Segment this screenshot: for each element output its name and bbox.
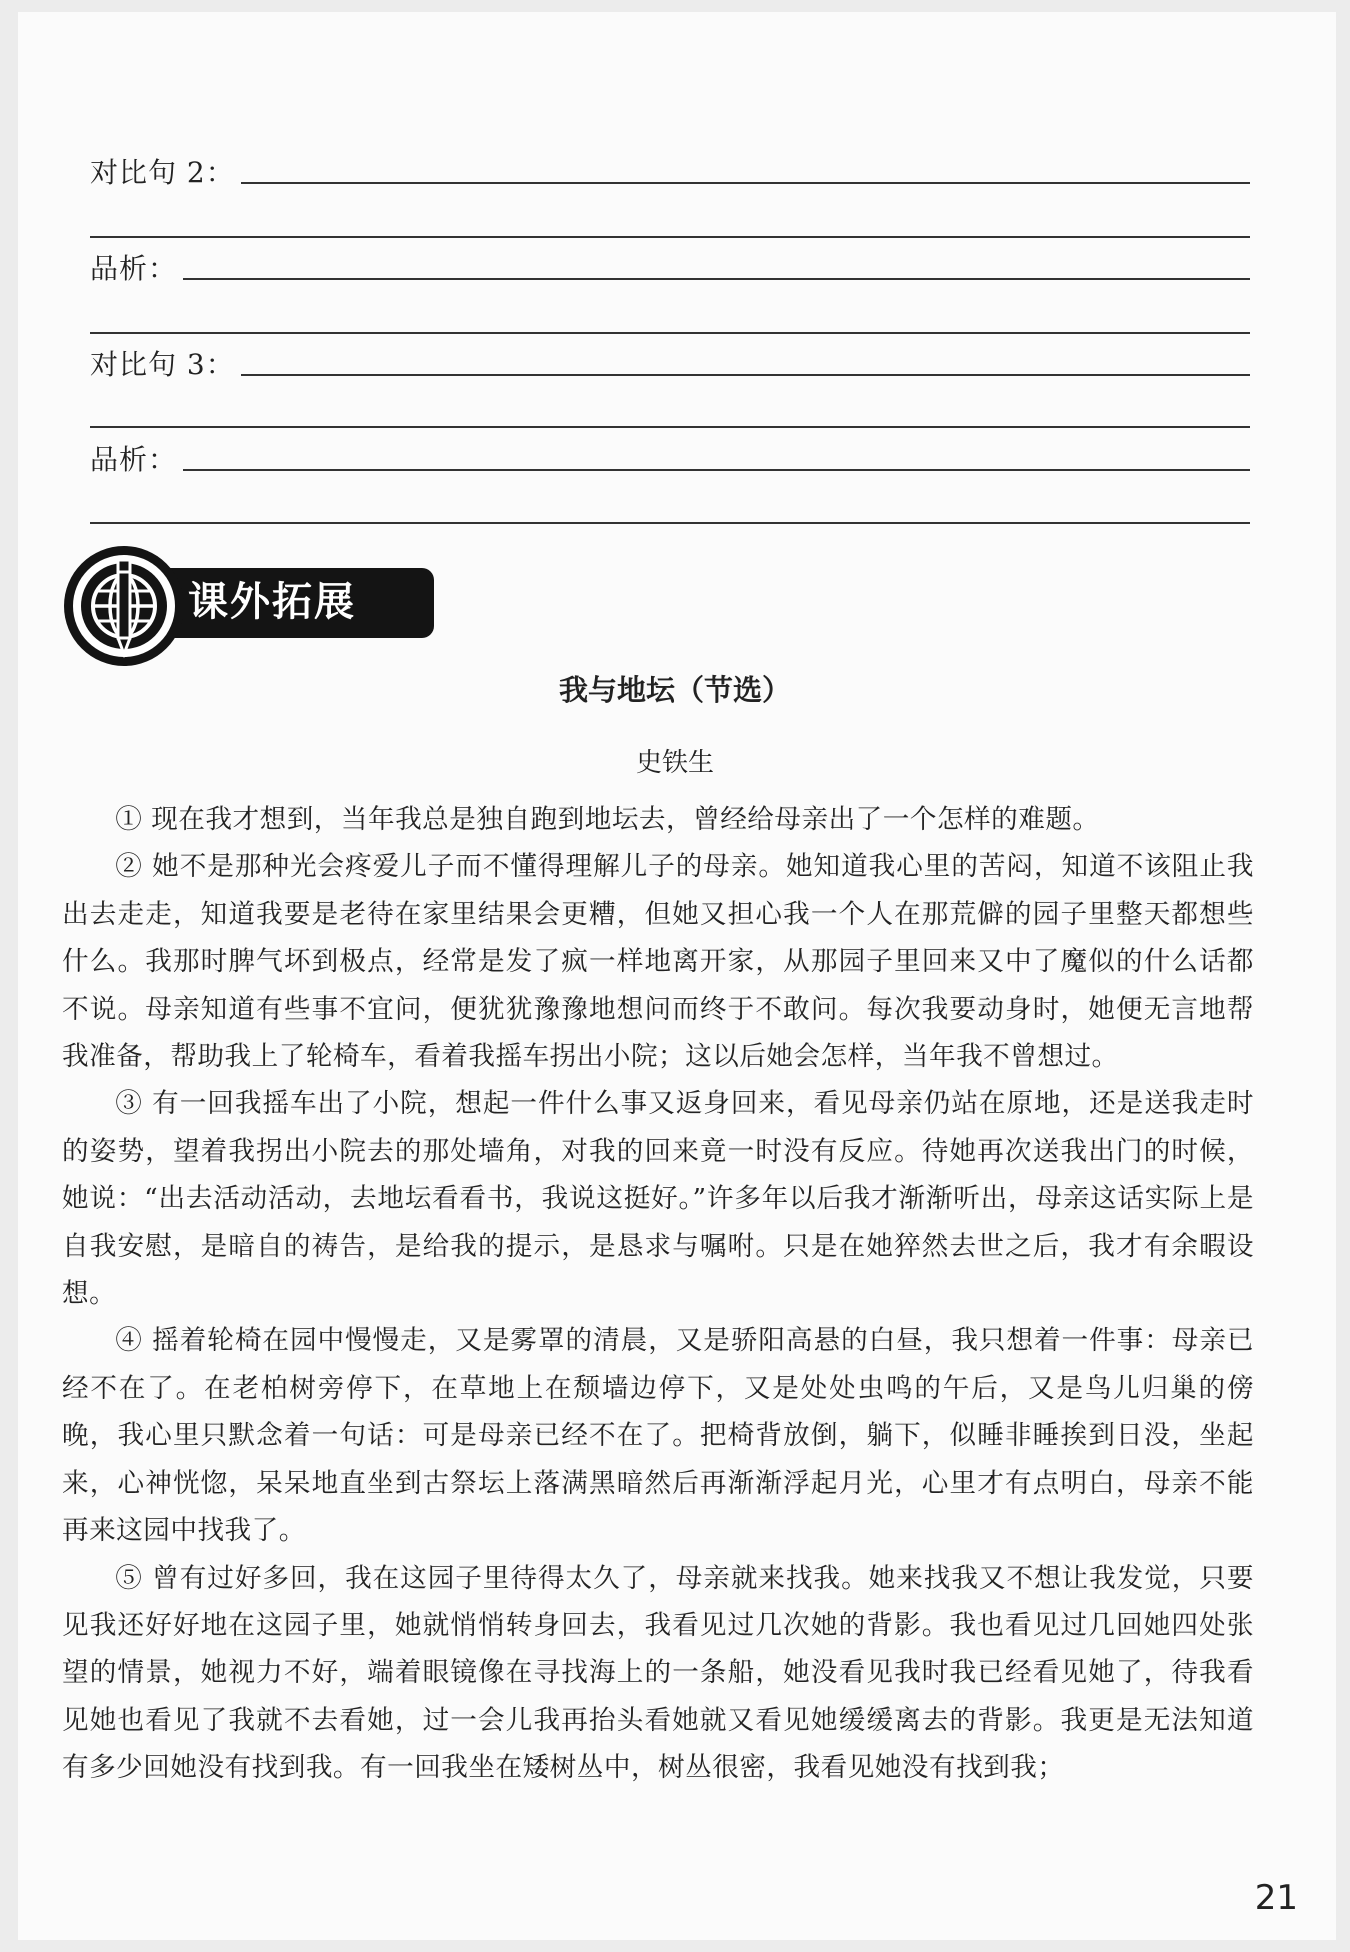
article-author: 史铁生 — [635, 748, 714, 778]
answer-line — [90, 236, 1250, 238]
paragraph: ② 她不是那种光会疼爱儿子而不懂得理解儿子的母亲。她知道我心里的苦闷，知道不该阻止我出去走走，知道我要是老待在家里结果会更糟，但她又担心我一个人在那荒僻的园子里整天都想些什么。我那时脾气坏到极点，经常是发了疯一样地离开家，从那园子里回来又中了魔似的什么话都不说。母亲知道有些事不宜问，便犹犹豫豫地想问而终于不敢问。每次我要动身时，她便无言地帮我准备，帮助我上了轮椅车，看着我摇车拐出小院；这以后她会怎样，当年我不曾想过。 — [62, 851, 1254, 1073]
page-number: 21 — [1254, 1878, 1298, 1918]
article-body — [62, 796, 1254, 1792]
answer-line — [90, 426, 1250, 428]
answer-line — [183, 469, 1250, 471]
contrast-sentence-3-field[interactable] — [90, 342, 1250, 382]
answer-line — [241, 374, 1250, 376]
section-header — [60, 542, 380, 670]
contrast-sentence-2-label: 对比句 2： — [90, 156, 235, 189]
analysis-3-field[interactable] — [90, 437, 1250, 477]
globe-pen-icon — [60, 542, 188, 670]
answer-line — [90, 332, 1250, 334]
contrast-sentence-2-field[interactable] — [90, 150, 1250, 190]
paragraph: ⑤ 曾有过好多回，我在这园子里待得太久了，母亲就来找我。她来找我又不想让我发觉，只要见我还好好地在这园子里，她就悄悄转身回去，我看见过几次她的背影。我也看见过几回她四处张望的情景，她视力不好，端着眼镜像在寻找海上的一条船，她没看见我时我已经看见她了，待我看见她也看见了我就不去看她，过一会儿我再抬头看她就又看见她缓缓离去的背影。我更是无法知道有多少回她没有找到我。有一回我坐在矮树丛中，树丛很密，我看见她没有找到我； — [62, 1562, 1254, 1784]
answer-line — [183, 278, 1250, 280]
analysis-2-field[interactable] — [90, 246, 1250, 286]
analysis-2-label: 品析： — [90, 252, 178, 285]
contrast-sentence-3-label: 对比句 3： — [90, 348, 235, 381]
analysis-3-label: 品析： — [90, 443, 178, 476]
section-title: 课外拓展 — [188, 579, 356, 625]
answer-line — [90, 522, 1250, 524]
article-title: 我与地坛（节选） — [558, 673, 791, 707]
paragraph: ① 现在我才想到，当年我总是独自跑到地坛去，曾经给母亲出了一个怎样的难题。 — [115, 804, 1100, 835]
paragraph: ④ 摇着轮椅在园中慢慢走，又是雾罩的清晨，又是骄阳高悬的白昼，我只想着一件事：母亲已经不在了。在老柏树旁停下，在草地上在颓墙边停下，又是处处虫鸣的午后，又是鸟儿归巢的傍晚，我心里只默念着一句话：可是母亲已经不在了。把椅背放倒，躺下，似睡非睡挨到日没，坐起来，心神恍惚，呆呆地直坐到古祭坛上落满黑暗然后再渐渐浮起月光，心里才有点明白，母亲不能再来这园中找我了。 — [62, 1325, 1254, 1547]
paragraph: ③ 有一回我摇车出了小院，想起一件什么事又返身回来，看见母亲仍站在原地，还是送我走时的姿势，望着我拐出小院去的那处墙角，对我的回来竟一时没有反应。待她再次送我出门的时候，她说：“出去活动活动，去地坛看看书，我说这挺好。”许多年以后我才渐渐听出，母亲这话实际上是自我安慰，是暗自的祷告，是给我的提示，是恳求与嘱咐。只是在她猝然去世之后，我才有余暇设想。 — [62, 1088, 1254, 1310]
answer-line — [241, 182, 1250, 184]
